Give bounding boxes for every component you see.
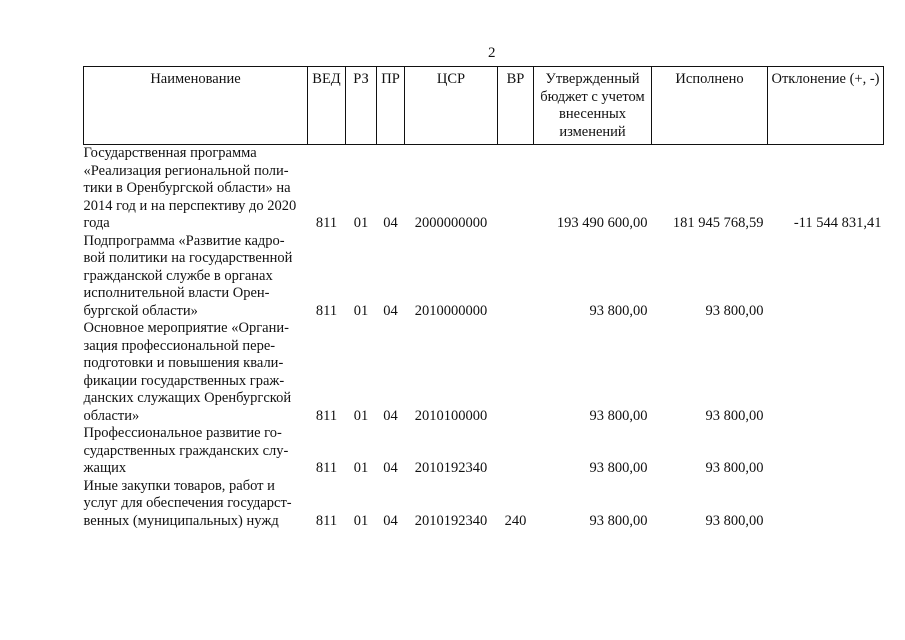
header-approved: Утвержденный бюджет с учетом внесенных изменений — [534, 67, 652, 145]
row-executed: 93 800,00 — [705, 302, 764, 319]
row-approved: 93 800,00 — [589, 302, 648, 319]
row-rz: 01 — [353, 215, 369, 231]
header-vr: ВР — [498, 67, 534, 145]
row-name: Основное мероприятие «Органи-зация профессиональной пере-подготовки и повышения квали-фикации государственных граж-данских служащих Оренбургской области» — [83, 320, 292, 424]
header-csr: ЦСР — [405, 67, 498, 145]
row-pr: 04 — [383, 407, 398, 424]
header-deviation: Отклонение (+, -) — [768, 67, 884, 145]
row-deviation — [768, 233, 884, 321]
row-ved: 811 — [315, 407, 338, 424]
table-row — [84, 425, 884, 478]
row-executed: 93 800,00 — [705, 407, 764, 424]
row-rz: 01 — [353, 407, 369, 424]
row-csr: 2010000000 — [414, 302, 488, 319]
table-row — [84, 478, 884, 531]
row-deviation — [768, 320, 884, 425]
table-row — [84, 233, 884, 321]
row-csr: 2010192340 — [414, 460, 488, 476]
table-row — [84, 145, 884, 233]
table-body — [84, 145, 884, 531]
row-csr: 2010192340 — [414, 512, 488, 529]
row-pr: 04 — [383, 460, 398, 476]
row-rz: 01 — [353, 512, 369, 529]
row-pr: 04 — [383, 302, 398, 319]
row-vr — [498, 145, 534, 233]
page-number: 2 — [488, 45, 496, 61]
row-csr: 2010100000 — [414, 407, 488, 424]
row-vr: 240 — [504, 512, 527, 529]
row-ved: 811 — [315, 460, 338, 476]
header-ved: ВЕД — [308, 67, 346, 145]
row-name: Государственная программа «Реализация региональной поли-тики в Оренбургской области» на 2014 год и на перспективу до 2020 года — [83, 145, 297, 231]
row-vr — [498, 320, 534, 425]
row-vr — [498, 425, 534, 478]
row-approved: 193 490 600,00 — [556, 215, 648, 231]
row-ved: 811 — [315, 512, 338, 529]
row-rz: 01 — [353, 460, 369, 476]
row-name: Подпрограмма «Развитие кадро-вой политики на государственной гражданской службе в органах исполнительной власти Орен-бургской области» — [83, 232, 293, 319]
row-executed: 93 800,00 — [705, 460, 764, 476]
row-csr: 2000000000 — [414, 215, 488, 231]
row-rz: 01 — [353, 302, 369, 319]
row-approved: 93 800,00 — [589, 460, 648, 476]
row-deviation: -11 544 831,41 — [793, 215, 882, 231]
row-executed: 93 800,00 — [705, 512, 764, 529]
row-pr: 04 — [383, 512, 398, 529]
header-name: Наименование — [84, 67, 308, 145]
header-pr: ПР — [377, 67, 405, 145]
header-row — [84, 67, 884, 145]
row-approved: 93 800,00 — [589, 407, 648, 424]
row-approved: 93 800,00 — [589, 512, 648, 529]
row-name: Профессиональное развитие го-сударственных гражданских слу-жащих — [83, 425, 289, 476]
row-deviation — [768, 478, 884, 531]
table-header — [84, 67, 884, 145]
table-row — [84, 320, 884, 425]
row-name: Иные закупки товаров, работ и услуг для обеспечения государст-венных (муниципальных) нужд — [83, 477, 292, 529]
row-ved: 811 — [315, 215, 338, 231]
budget-table — [83, 66, 884, 530]
header-executed: Исполнено — [652, 67, 768, 145]
row-executed: 181 945 768,59 — [672, 215, 764, 231]
row-deviation — [768, 425, 884, 478]
row-ved: 811 — [315, 302, 338, 319]
row-vr — [498, 233, 534, 321]
header-rz: РЗ — [346, 67, 377, 145]
row-pr: 04 — [383, 215, 398, 231]
